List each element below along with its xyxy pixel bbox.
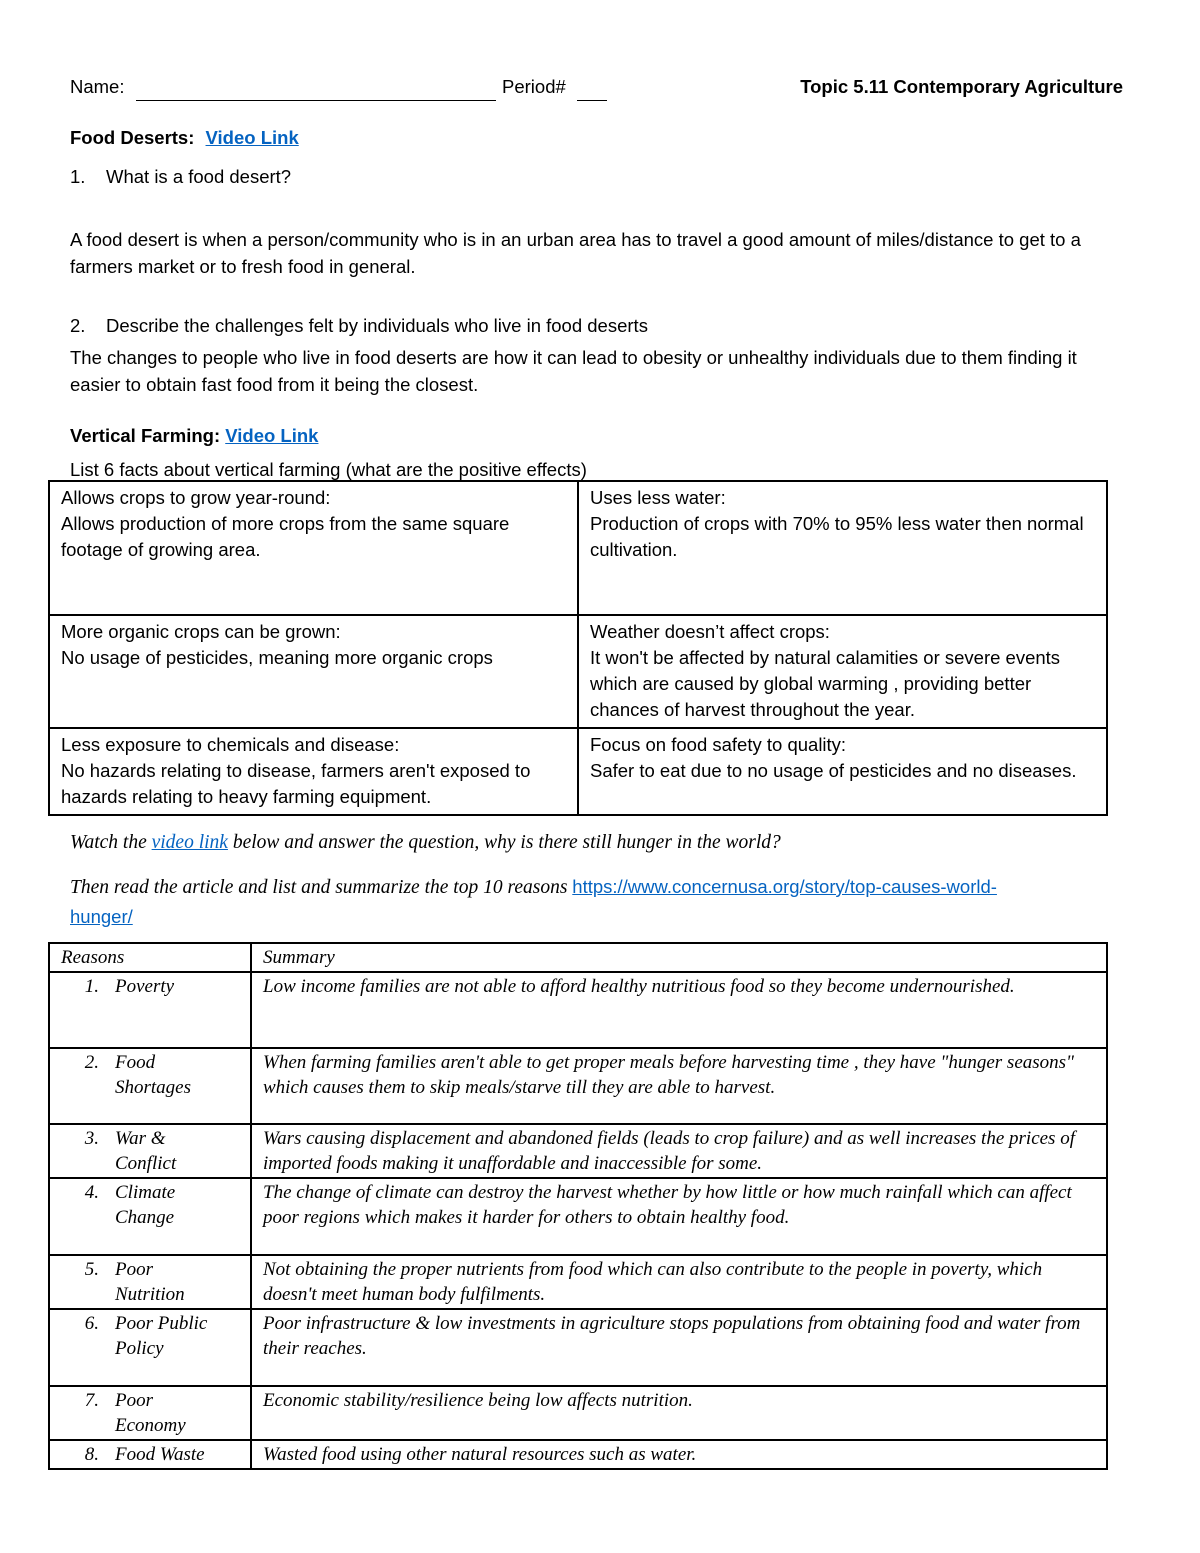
table-row — [49, 615, 1107, 728]
header — [70, 74, 1125, 100]
reason-cell[interactable] — [49, 1124, 251, 1178]
summary-cell[interactable]: Economic stability/resilience being low affects nutrition. — [251, 1386, 1107, 1440]
question-1-number: 1. — [70, 166, 86, 187]
fact-cell[interactable] — [578, 481, 1107, 615]
fact-title: Focus on food safety to quality: — [590, 734, 847, 755]
hunger-instruction — [70, 829, 781, 857]
article-link[interactable]: https://www.concernusa.org/story/top-causes-world- — [572, 876, 997, 897]
reason-number: 8. — [84, 1444, 99, 1465]
fact-title: Uses less water: — [590, 487, 726, 508]
summary-header: Summary — [251, 943, 1107, 972]
table-row — [49, 1124, 1107, 1178]
table-row — [49, 1309, 1107, 1386]
summary-cell[interactable]: When farming families aren't able to get proper meals before harvesting time , they have "hunger seasons" which causes them to skip meals/starve till they are able to harvest. — [251, 1048, 1107, 1124]
fact-title: Less exposure to chemicals and disease: — [61, 734, 400, 755]
summary-cell[interactable]: Low income families are not able to afford healthy nutritious food so they become undernourished. — [251, 972, 1107, 1048]
reason-number: 1. — [84, 976, 99, 997]
table-row — [49, 1255, 1107, 1309]
period-field[interactable] — [502, 74, 607, 101]
reason-name: Poverty — [115, 976, 175, 997]
question-2-text: Describe the challenges felt by individuals who live in food deserts — [106, 315, 648, 336]
reason-name: Climate Change — [115, 1182, 176, 1228]
reason-number: 7. — [84, 1390, 99, 1411]
fact-body: No hazards relating to disease, farmers aren't exposed to hazards relating to heavy farming equipment. — [61, 760, 531, 807]
fact-cell[interactable] — [49, 728, 578, 815]
fact-cell[interactable] — [49, 615, 578, 728]
vertical-farming-prompt: List 6 facts about vertical farming (what are the positive effects) — [70, 459, 587, 480]
name-label: Name: — [70, 76, 125, 97]
food-deserts-title: Food Deserts: — [70, 127, 195, 148]
table-row — [49, 972, 1107, 1048]
topic-title: Topic 5.11 Contemporary Agriculture — [800, 76, 1123, 97]
reason-name: War & Conflict — [115, 1128, 177, 1174]
question-1-text: What is a food desert? — [106, 166, 292, 187]
reason-name: Food Waste — [115, 1444, 205, 1465]
answer-1: A food desert is when a person/community who is in an urban area has to travel a good amount of miles/distance to get to a farmers market or to fresh food in general. — [70, 229, 1081, 277]
reasons-header: Reasons — [49, 943, 251, 972]
fact-body: It won't be affected by natural calamities or severe events which are caused by global warming , providing better chances of harvest throughout the year. — [590, 647, 1061, 720]
fact-title: Weather doesn’t affect crops: — [590, 621, 830, 642]
table-row — [49, 1178, 1107, 1255]
reason-cell[interactable] — [49, 972, 251, 1048]
table-header-row — [49, 943, 1107, 972]
table-row — [49, 728, 1107, 815]
question-2-number: 2. — [70, 315, 86, 336]
fact-cell[interactable] — [49, 481, 578, 615]
reason-name: Poor Economy — [115, 1390, 186, 1436]
table-row — [49, 1440, 1107, 1469]
fact-body: Production of crops with 70% to 95% less water then normal cultivation. — [590, 513, 1084, 560]
table-row — [49, 1048, 1107, 1124]
food-deserts-heading — [70, 125, 299, 151]
reason-cell[interactable] — [49, 1386, 251, 1440]
fact-body: Safer to eat due to no usage of pesticides and no diseases. — [590, 760, 1077, 781]
fact-body: Allows production of more crops from the same square footage of growing area. — [61, 513, 510, 560]
vertical-farming-video-link[interactable]: Video Link — [225, 425, 319, 446]
food-deserts-video-link[interactable]: Video Link — [205, 127, 299, 148]
reason-cell[interactable] — [49, 1309, 251, 1386]
summary-cell[interactable]: Wars causing displacement and abandoned fields (leads to crop failure) and as well increases the prices of imported foods making it unaffordable and inaccessible for some. — [251, 1124, 1107, 1178]
article-instruction — [70, 872, 1130, 932]
question-1 — [70, 164, 291, 190]
article-link-continued[interactable]: hunger/ — [70, 906, 133, 927]
vertical-farming-heading — [70, 423, 318, 449]
hunger-reasons-table — [48, 942, 1108, 1470]
summary-cell[interactable]: Wasted food using other natural resources such as water. — [251, 1440, 1107, 1469]
period-blank[interactable] — [577, 74, 607, 101]
fact-cell[interactable] — [578, 615, 1107, 728]
reason-cell[interactable] — [49, 1178, 251, 1255]
reason-cell[interactable] — [49, 1048, 251, 1124]
name-blank[interactable] — [136, 74, 496, 101]
fact-body: No usage of pesticides, meaning more organic crops — [61, 647, 493, 668]
fact-title: Allows crops to grow year-round: — [61, 487, 331, 508]
vertical-farming-title: Vertical Farming: — [70, 425, 221, 446]
reason-cell[interactable] — [49, 1440, 251, 1469]
question-2 — [70, 313, 648, 339]
answer-2: The changes to people who live in food deserts are how it can lead to obesity or unhealthy individuals due to them finding it easier to obtain fast food from it being the closest. — [70, 347, 1077, 395]
table-row — [49, 1386, 1107, 1440]
table-row — [49, 481, 1107, 615]
reason-number: 2. — [84, 1052, 99, 1073]
summary-cell[interactable]: Not obtaining the proper nutrients from food which can also contribute to the people in poverty, which doesn't meet human body fulfilments. — [251, 1255, 1107, 1309]
summary-cell[interactable]: The change of climate can destroy the harvest whether by how little or how much rainfall which can affect poor regions which makes it harder for others to obtain healthy food. — [251, 1178, 1107, 1255]
reason-cell[interactable] — [49, 1255, 251, 1309]
reason-number: 6. — [84, 1313, 99, 1334]
reason-name: Poor Nutrition — [115, 1259, 185, 1305]
hunger-video-link[interactable]: video link — [151, 832, 228, 853]
hunger-instruction-pre: Watch the — [70, 832, 152, 853]
period-label: Period# — [502, 76, 566, 97]
fact-cell[interactable] — [578, 728, 1107, 815]
summary-cell[interactable]: Poor infrastructure & low investments in agriculture stops populations from obtaining food and water from their reaches. — [251, 1309, 1107, 1386]
fact-title: More organic crops can be grown: — [61, 621, 341, 642]
name-field[interactable] — [70, 74, 496, 101]
reason-number: 3. — [84, 1128, 99, 1149]
reason-number: 4. — [84, 1182, 99, 1203]
reason-name: Poor Public Policy — [115, 1313, 208, 1359]
article-instruction-text: Then read the article and list and summarize the top 10 reasons — [70, 877, 573, 898]
reason-name: Food Shortages — [115, 1052, 191, 1098]
vertical-farming-facts-table — [48, 480, 1108, 816]
hunger-instruction-post: below and answer the question, why is there still hunger in the world? — [227, 832, 781, 853]
reason-number: 5. — [84, 1259, 99, 1280]
